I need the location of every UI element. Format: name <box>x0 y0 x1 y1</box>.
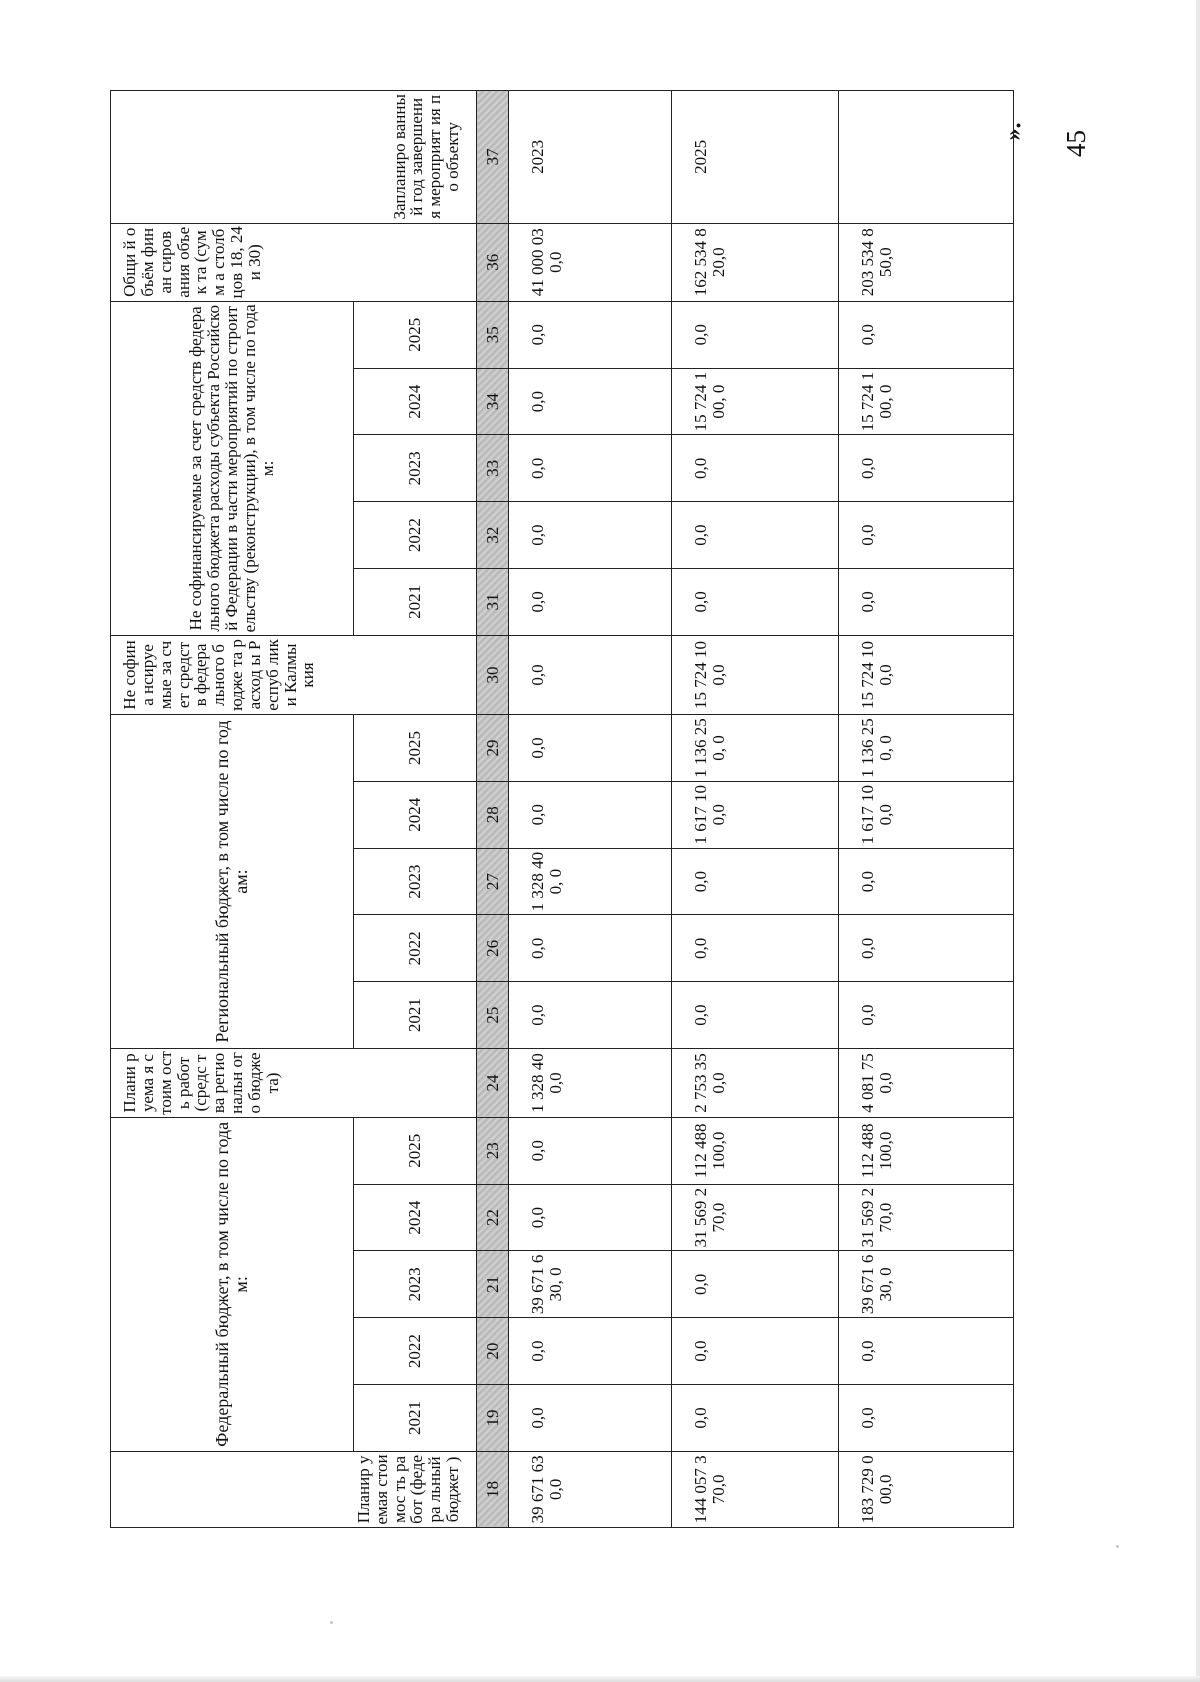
header-federal-budget: Федеральный бюджет, в том числе по годам: <box>111 1117 354 1451</box>
table-cell: 0,0 <box>839 982 1014 1049</box>
header-not-cofinanced-republic: Не софина нсируе мые за счет средст в федера льного бюдже та расход ы Респуб лики Калмы кия <box>111 635 477 714</box>
table-cell: 0,0 <box>509 1184 672 1251</box>
column-number: 35 <box>477 301 509 368</box>
table-row <box>672 91 839 1528</box>
column-number: 18 <box>477 1451 509 1527</box>
table-cell: 0,0 <box>839 915 1014 982</box>
table-cell: 1 617 100,0 <box>839 781 1014 848</box>
table-cell: 0,0 <box>672 915 839 982</box>
column-number: 36 <box>477 223 509 301</box>
column-number: 26 <box>477 915 509 982</box>
column-number-row <box>477 91 509 1528</box>
table-cell: 112 488 100,0 <box>839 1117 1014 1184</box>
year-cell: 2022 <box>354 915 477 982</box>
table-cell: 1 617 100,0 <box>672 781 839 848</box>
table-cell: 15 724 100, 0 <box>672 368 839 435</box>
header-planned-federal: Планир уемая стоимос ть работ (федера льный бюджет ) <box>111 1451 477 1527</box>
table-cell: 0,0 <box>509 569 672 636</box>
table-row <box>509 91 672 1528</box>
scan-speck <box>330 1621 333 1624</box>
closing-quotation-mark: ». <box>1000 122 1027 141</box>
table-cell: 0,0 <box>509 781 672 848</box>
table-cell: 31 569 270,0 <box>672 1184 839 1251</box>
table-cell: 0,0 <box>672 982 839 1049</box>
table-cell: 39 671 630,0 <box>509 1451 672 1527</box>
scan-edge <box>1196 0 1200 1682</box>
table-cell: 0,0 <box>672 1251 839 1318</box>
table-cell: 0,0 <box>672 301 839 368</box>
table-cell <box>839 91 1014 224</box>
table-cell: 31 569 270,0 <box>839 1184 1014 1251</box>
table-cell: 2025 <box>672 91 839 224</box>
year-cell: 2024 <box>354 368 477 435</box>
table-cell: 0,0 <box>509 1318 672 1385</box>
table-cell: 0,0 <box>839 1385 1014 1452</box>
year-cell: 2024 <box>354 781 477 848</box>
table-cell: 0,0 <box>672 502 839 569</box>
column-number: 30 <box>477 635 509 714</box>
table-cell: 0,0 <box>672 1385 839 1452</box>
year-cell: 2022 <box>354 502 477 569</box>
year-cell: 2025 <box>354 1117 477 1184</box>
column-number: 21 <box>477 1251 509 1318</box>
table-cell: 0,0 <box>672 1318 839 1385</box>
year-cell: 2023 <box>354 435 477 502</box>
table-cell: 0,0 <box>509 502 672 569</box>
column-number: 37 <box>477 91 509 224</box>
year-cell: 2024 <box>354 1184 477 1251</box>
table-cell: 2023 <box>509 91 672 224</box>
table-cell: 15 724 100,0 <box>839 635 1014 714</box>
page-number: 45 <box>1061 130 1091 157</box>
rotated-page-content <box>110 90 1013 1528</box>
table-cell: 0,0 <box>509 368 672 435</box>
table-cell: 15 724 100, 0 <box>839 368 1014 435</box>
column-number: 23 <box>477 1117 509 1184</box>
year-cell: 2025 <box>354 715 477 782</box>
column-number: 34 <box>477 368 509 435</box>
table-cell: 0,0 <box>509 1117 672 1184</box>
table-cell: 0,0 <box>509 715 672 782</box>
header-row-main <box>111 91 354 1528</box>
column-number: 31 <box>477 569 509 636</box>
table-cell: 0,0 <box>509 301 672 368</box>
table-cell: 1 136 250, 0 <box>839 715 1014 782</box>
table-cell: 112 488 100,0 <box>672 1117 839 1184</box>
year-cell: 2021 <box>354 569 477 636</box>
column-number: 28 <box>477 781 509 848</box>
table-cell: 0,0 <box>509 915 672 982</box>
column-number: 20 <box>477 1318 509 1385</box>
table-cell: 0,0 <box>509 1385 672 1452</box>
table-cell: 39 671 630, 0 <box>509 1251 672 1318</box>
year-cell: 2023 <box>354 1251 477 1318</box>
column-number: 24 <box>477 1049 509 1118</box>
table-cell: 162 534 820,0 <box>672 223 839 301</box>
column-number: 19 <box>477 1385 509 1452</box>
table-cell: 203 534 850,0 <box>839 223 1014 301</box>
table-cell: 0,0 <box>509 635 672 714</box>
table-cell: 0,0 <box>839 569 1014 636</box>
table-cell: 183 729 000,0 <box>839 1451 1014 1527</box>
table-cell: 1 328 400,0 <box>509 1049 672 1118</box>
table-cell: 0,0 <box>509 435 672 502</box>
scan-edge-bottom <box>0 1676 1200 1682</box>
table-cell: 41 000 030,0 <box>509 223 672 301</box>
table-cell: 0,0 <box>839 848 1014 915</box>
table-cell: 4 081 750,0 <box>839 1049 1014 1118</box>
header-row-years <box>354 91 477 1528</box>
year-cell: 2023 <box>354 848 477 915</box>
column-number: 27 <box>477 848 509 915</box>
year-cell: 2025 <box>354 301 477 368</box>
table-cell: 0,0 <box>839 435 1014 502</box>
header-regional-budget: Региональный бюджет, в том числе по годам: <box>111 715 354 1049</box>
column-number: 32 <box>477 502 509 569</box>
scan-speck <box>1116 1545 1119 1548</box>
table-cell: 1 136 250, 0 <box>672 715 839 782</box>
financing-table <box>110 90 1014 1528</box>
table-cell: 0,0 <box>509 982 672 1049</box>
column-number: 33 <box>477 435 509 502</box>
header-total-financing: Общи й объём финан сиров ания объек та (сумм а столб цов 18, 24 и 30) <box>111 223 477 301</box>
table-cell: 0,0 <box>672 569 839 636</box>
header-planned-regional: Плани руема я стоим ость работ (средс тва регио нальн ого бюдже та) <box>111 1049 477 1118</box>
year-cell: 2021 <box>354 982 477 1049</box>
table-cell: 0,0 <box>839 301 1014 368</box>
header-planned-year: Запланиро ванный год завершени я мероприят ия по объекту <box>111 91 477 224</box>
table-cell: 2 753 350,0 <box>672 1049 839 1118</box>
table-cell: 144 057 370,0 <box>672 1451 839 1527</box>
table-cell: 0,0 <box>839 1318 1014 1385</box>
column-number: 22 <box>477 1184 509 1251</box>
table-row-total <box>839 91 1014 1528</box>
column-number: 29 <box>477 715 509 782</box>
table-cell: 0,0 <box>839 502 1014 569</box>
column-number: 25 <box>477 982 509 1049</box>
year-cell: 2022 <box>354 1318 477 1385</box>
header-not-cofinanced-subject: Не софинансируемые за счет средств федерального бюджета расходы субъекта Российской Федерации в части мероприятий по строительству (реконструкции), в том числе по годам: <box>111 301 354 635</box>
table-cell: 0,0 <box>672 435 839 502</box>
table-cell: 39 671 630, 0 <box>839 1251 1014 1318</box>
year-cell: 2021 <box>354 1385 477 1452</box>
table-cell: 1 328 400, 0 <box>509 848 672 915</box>
table-cell: 15 724 100,0 <box>672 635 839 714</box>
table-cell: 0,0 <box>672 848 839 915</box>
